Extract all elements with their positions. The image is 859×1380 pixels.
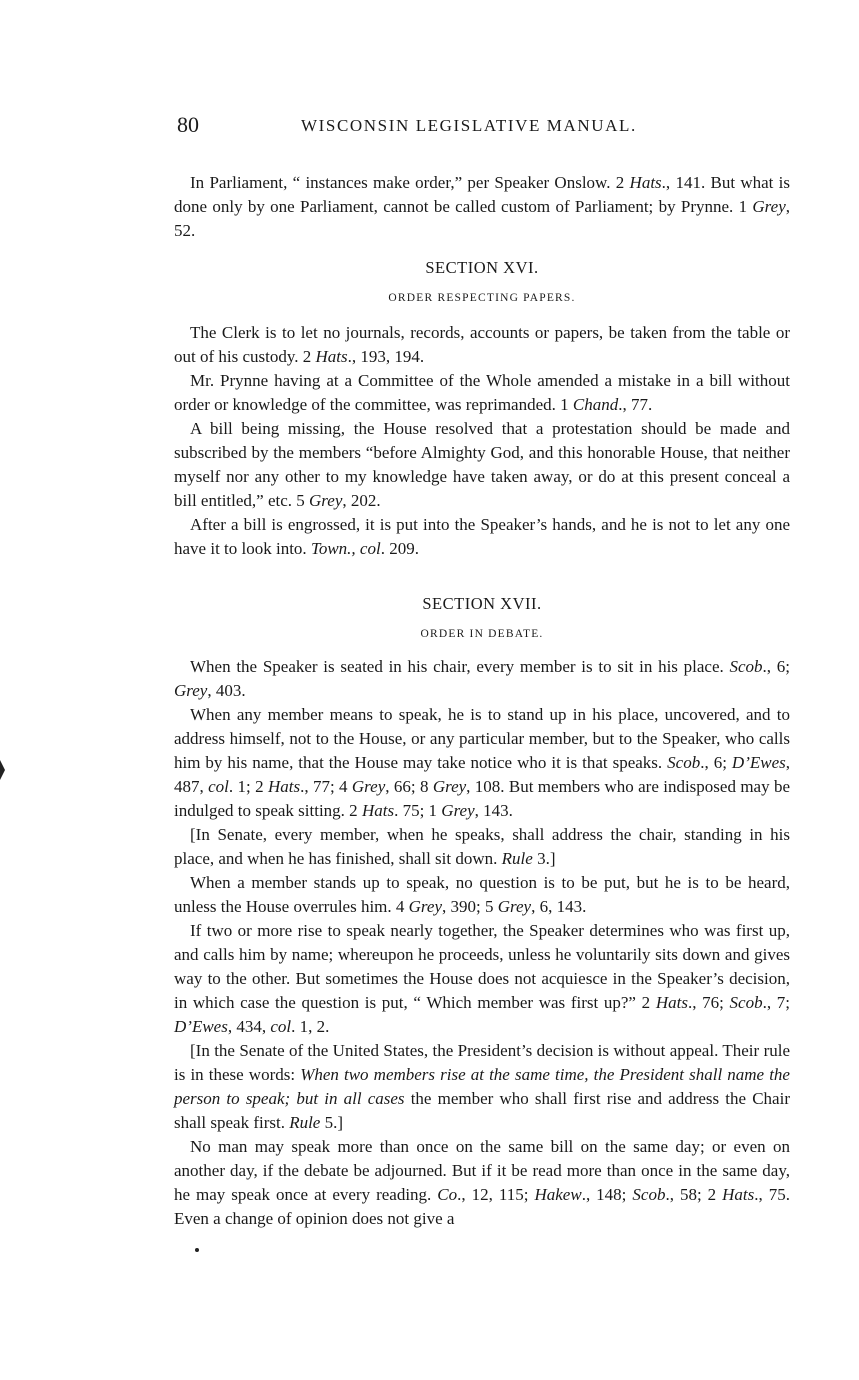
- section-xvi-subtitle: ORDER RESPECTING PAPERS.: [388, 292, 576, 304]
- citation-italic: Grey: [309, 491, 343, 510]
- citation-italic: D’Ewes: [174, 1017, 228, 1036]
- citation-italic: D’Ewes: [731, 753, 786, 772]
- running-title: WISCONSIN LEGISLATIVE MANUAL.: [301, 116, 637, 135]
- citation-italic: Co: [437, 1185, 458, 1204]
- citation-italic: Scob: [632, 1185, 666, 1204]
- citation-italic: Hats: [629, 173, 662, 192]
- citation-italic: Scob: [667, 753, 701, 772]
- running-head: [177, 112, 787, 142]
- citation-italic: Hats: [315, 347, 348, 366]
- citation-italic: Grey: [351, 777, 386, 796]
- paragraph: Mr. Prynne having at a Committee of the Whole amended a mistake in a bill without order or knowledge of the committee, was reprimanded. 1 Chand., 77.: [174, 371, 790, 414]
- citation-italic: Hats: [655, 993, 688, 1012]
- citation-italic: Hakew: [534, 1185, 582, 1204]
- citation-italic: Hats: [267, 777, 301, 796]
- intro-paragraphs: [174, 171, 790, 243]
- paragraph: When the Speaker is seated in his chair, every member is to sit in his place. Scob., 6; Grey, 403.: [174, 657, 790, 700]
- section-xvi-paragraphs: [174, 321, 790, 561]
- citation-italic: Grey: [497, 897, 532, 916]
- citation-italic: Grey: [752, 197, 786, 216]
- citation-italic: Grey: [441, 801, 475, 820]
- section-xvii-title: SECTION XVII.: [422, 594, 542, 613]
- citation-italic: When two members rise at the same time, the President shall name the person to speak; but in all cases: [174, 1065, 790, 1108]
- citation-italic: Chand: [572, 395, 619, 414]
- paragraph: When any member means to speak, he is to stand up in his place, uncovered, and to address himself, not to the House, or any particular member, but to the Speaker, who calls him by his name, that the House may take notice who it is that speaks. Scob., 6; D’Ewes, 487, col. 1; 2 Hats., 77; 4 Grey, 66; 8 Grey, 108. But members who are indisposed may be indulged to speak sitting. 2 Hats. 75; 1 Grey, 143.: [174, 705, 790, 820]
- paragraph: When a member stands up to speak, no question is to be put, but he is to be heard, unless the House overrules him. 4 Grey, 390; 5 Grey, 6, 143.: [174, 873, 790, 916]
- paragraph: In Parliament, “ instances make order,” per Speaker Onslow. 2 Hats., 141. But what is done only by one Parliament, cannot be called custom of Parliament; by Prynne. 1 Grey, 52.: [174, 173, 790, 240]
- citation-italic: Scob: [729, 993, 763, 1012]
- citation-italic: Grey: [174, 681, 208, 700]
- citation-italic: Rule: [289, 1113, 321, 1132]
- citation-italic: Grey: [408, 897, 443, 916]
- paragraph: If two or more rise to speak nearly together, the Speaker determines who was first up, and calls him by name; whereupon he proceeds, unless he voluntarily sits down and gives way to the other. But sometimes the House does not acquiesce in the Speaker’s decision, in which case the question is put, “ Which member was first up?” 2 Hats., 76; Scob., 7; D’Ewes, 434, col. 1, 2.: [174, 921, 790, 1036]
- paragraph: After a bill is engrossed, it is put into the Speaker’s hands, and he is not to let any one have it to look into. Town., col. 209.: [174, 515, 790, 558]
- citation-italic: col: [208, 777, 229, 796]
- citation-italic: Hats: [361, 801, 395, 820]
- paragraph: A bill being missing, the House resolved that a protestation should be made and subscribed by the members “before Almighty God, and this honorable House, that neither myself nor any other to my knowledge have taken away, or do at this present conceal a bill entitled,” etc. 5 Grey, 202.: [174, 419, 790, 510]
- citation-italic: Town., col: [310, 539, 381, 558]
- citation-italic: Grey: [432, 777, 467, 796]
- citation-italic: Scob: [729, 657, 763, 676]
- citation-italic: Rule: [501, 849, 533, 868]
- citation-italic: col: [270, 1017, 292, 1036]
- paragraph: No man may speak more than once on the same bill on the same day; or even on another day, if the debate be adjourned. But if it be read more than once in the same day, he may speak once at every reading. Co., 12, 115; Hakew., 148; Scob., 58; 2 Hats., 75. Even a change of opinion does not give a: [174, 1137, 791, 1228]
- citation-italic: Hats: [722, 1185, 755, 1204]
- paragraph: The Clerk is to let no journals, records, accounts or papers, be taken from the table or out of his custody. 2 Hats., 193, 194.: [174, 323, 790, 366]
- paragraph: [In the Senate of the United States, the President’s decision is without appeal. Their rule is in these words: When two members rise at the same time, the President shall name the person to speak; but in all cases the member who shall first rise and address the Chair shall speak first. Rule 5.]: [174, 1041, 790, 1132]
- page-number: 80: [177, 112, 199, 137]
- paragraph: [In Senate, every member, when he speaks, shall address the chair, standing in his place, and when he has finished, shall sit down. Rule 3.]: [174, 825, 790, 868]
- page-speck: [195, 1248, 199, 1252]
- section-xvi-title: SECTION XVI.: [425, 258, 539, 277]
- section-xvii-paragraphs: [174, 655, 790, 1231]
- page-edge-mark: [0, 760, 5, 780]
- section-xvii-subtitle: ORDER IN DEBATE.: [420, 628, 544, 640]
